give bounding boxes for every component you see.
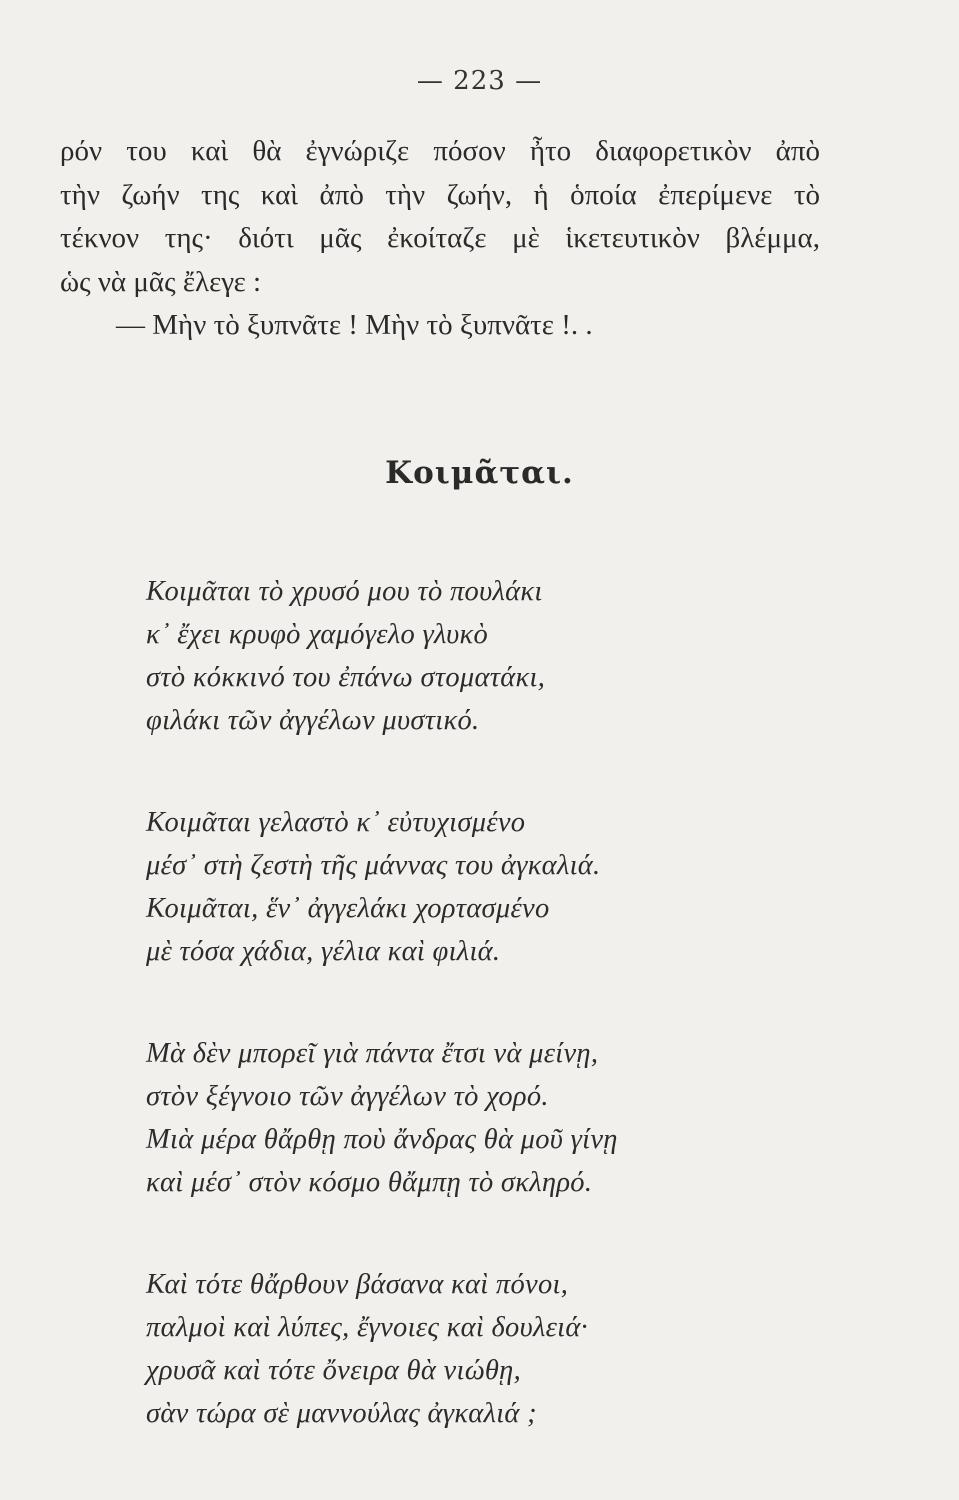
poem <box>146 570 786 1494</box>
poem-title: Κοιμᾶται. <box>385 455 574 491</box>
prose-line: ρόν του καὶ θὰ ἐγνώριζε πόσον ἦτο διαφορετικὸν ἀπὸ <box>60 135 820 167</box>
verse: φιλάκι τῶν ἀγγέλων μυστικό. <box>146 705 480 736</box>
verse: σὰν τώρα σὲ μαννούλας ἀγκαλιά ; <box>146 1398 537 1429</box>
verse: Κοιμᾶται, ἕν᾽ ἀγγελάκι χορτασμένο <box>146 893 550 924</box>
verse: στὸ κόκκινό του ἐπάνω στοματάκι, <box>146 662 546 693</box>
prose-line: ὡς νὰ μᾶς ἔλεγε : <box>60 265 262 298</box>
verse: Καὶ τότε θἄρθουν βάσανα καὶ πόνοι, <box>146 1269 569 1300</box>
verse: Μὰ δὲν μπορεῖ γιὰ πάντα ἔτσι νὰ μείνῃ, <box>146 1038 599 1069</box>
verse: στὸν ξέγνοιο τῶν ἀγγέλων τὸ χορό. <box>146 1081 549 1112</box>
verse: καὶ μέσ᾽ στὸν κόσμο θἄμπῃ τὸ σκληρό. <box>146 1167 593 1198</box>
prose-line: τὴν ζωήν της καὶ ἀπὸ τὴν ζωήν, ἡ ὁποία ἐπερίμενε τὸ <box>60 178 820 211</box>
verse: Μιὰ μέρα θἄρθῃ ποὺ ἄνδρας θὰ μοῦ γίνῃ <box>146 1124 618 1155</box>
verse: κ᾽ ἔχει κρυφὸ χαμόγελο γλυκὸ <box>146 619 489 650</box>
prose-line: τέκνον της· διότι μᾶς ἐκοίταζε μὲ ἱκετευτικὸν βλέμμα, <box>60 222 820 254</box>
verse: μέσ᾽ στὴ ζεστὴ τῆς μάννας του ἀγκαλιά. <box>146 850 601 881</box>
stanza-1 <box>146 570 786 742</box>
page-number: — 223 — <box>416 66 543 96</box>
prose-paragraph <box>60 130 820 348</box>
stanza-2 <box>146 801 786 973</box>
verse: Κοιμᾶται γελαστὸ κ᾽ εὐτυχισμένο <box>146 807 526 838</box>
verse: χρυσᾶ καὶ τότε ὄνειρα θὰ νιώθῃ, <box>146 1355 522 1386</box>
verse: παλμοὶ καὶ λύπες, ἔγνοιες καὶ δουλειά· <box>146 1312 589 1343</box>
verse: Κοιμᾶται τὸ χρυσό μου τὸ πουλάκι <box>146 576 543 607</box>
stanza-3 <box>146 1032 786 1204</box>
stanza-4 <box>146 1263 786 1435</box>
verse: μὲ τόσα χάδια, γέλια καὶ φιλιά. <box>146 936 501 967</box>
dialog-line: — Μὴν τὸ ξυπνᾶτε ! Μὴν τὸ ξυπνᾶτε !. . <box>116 309 593 341</box>
